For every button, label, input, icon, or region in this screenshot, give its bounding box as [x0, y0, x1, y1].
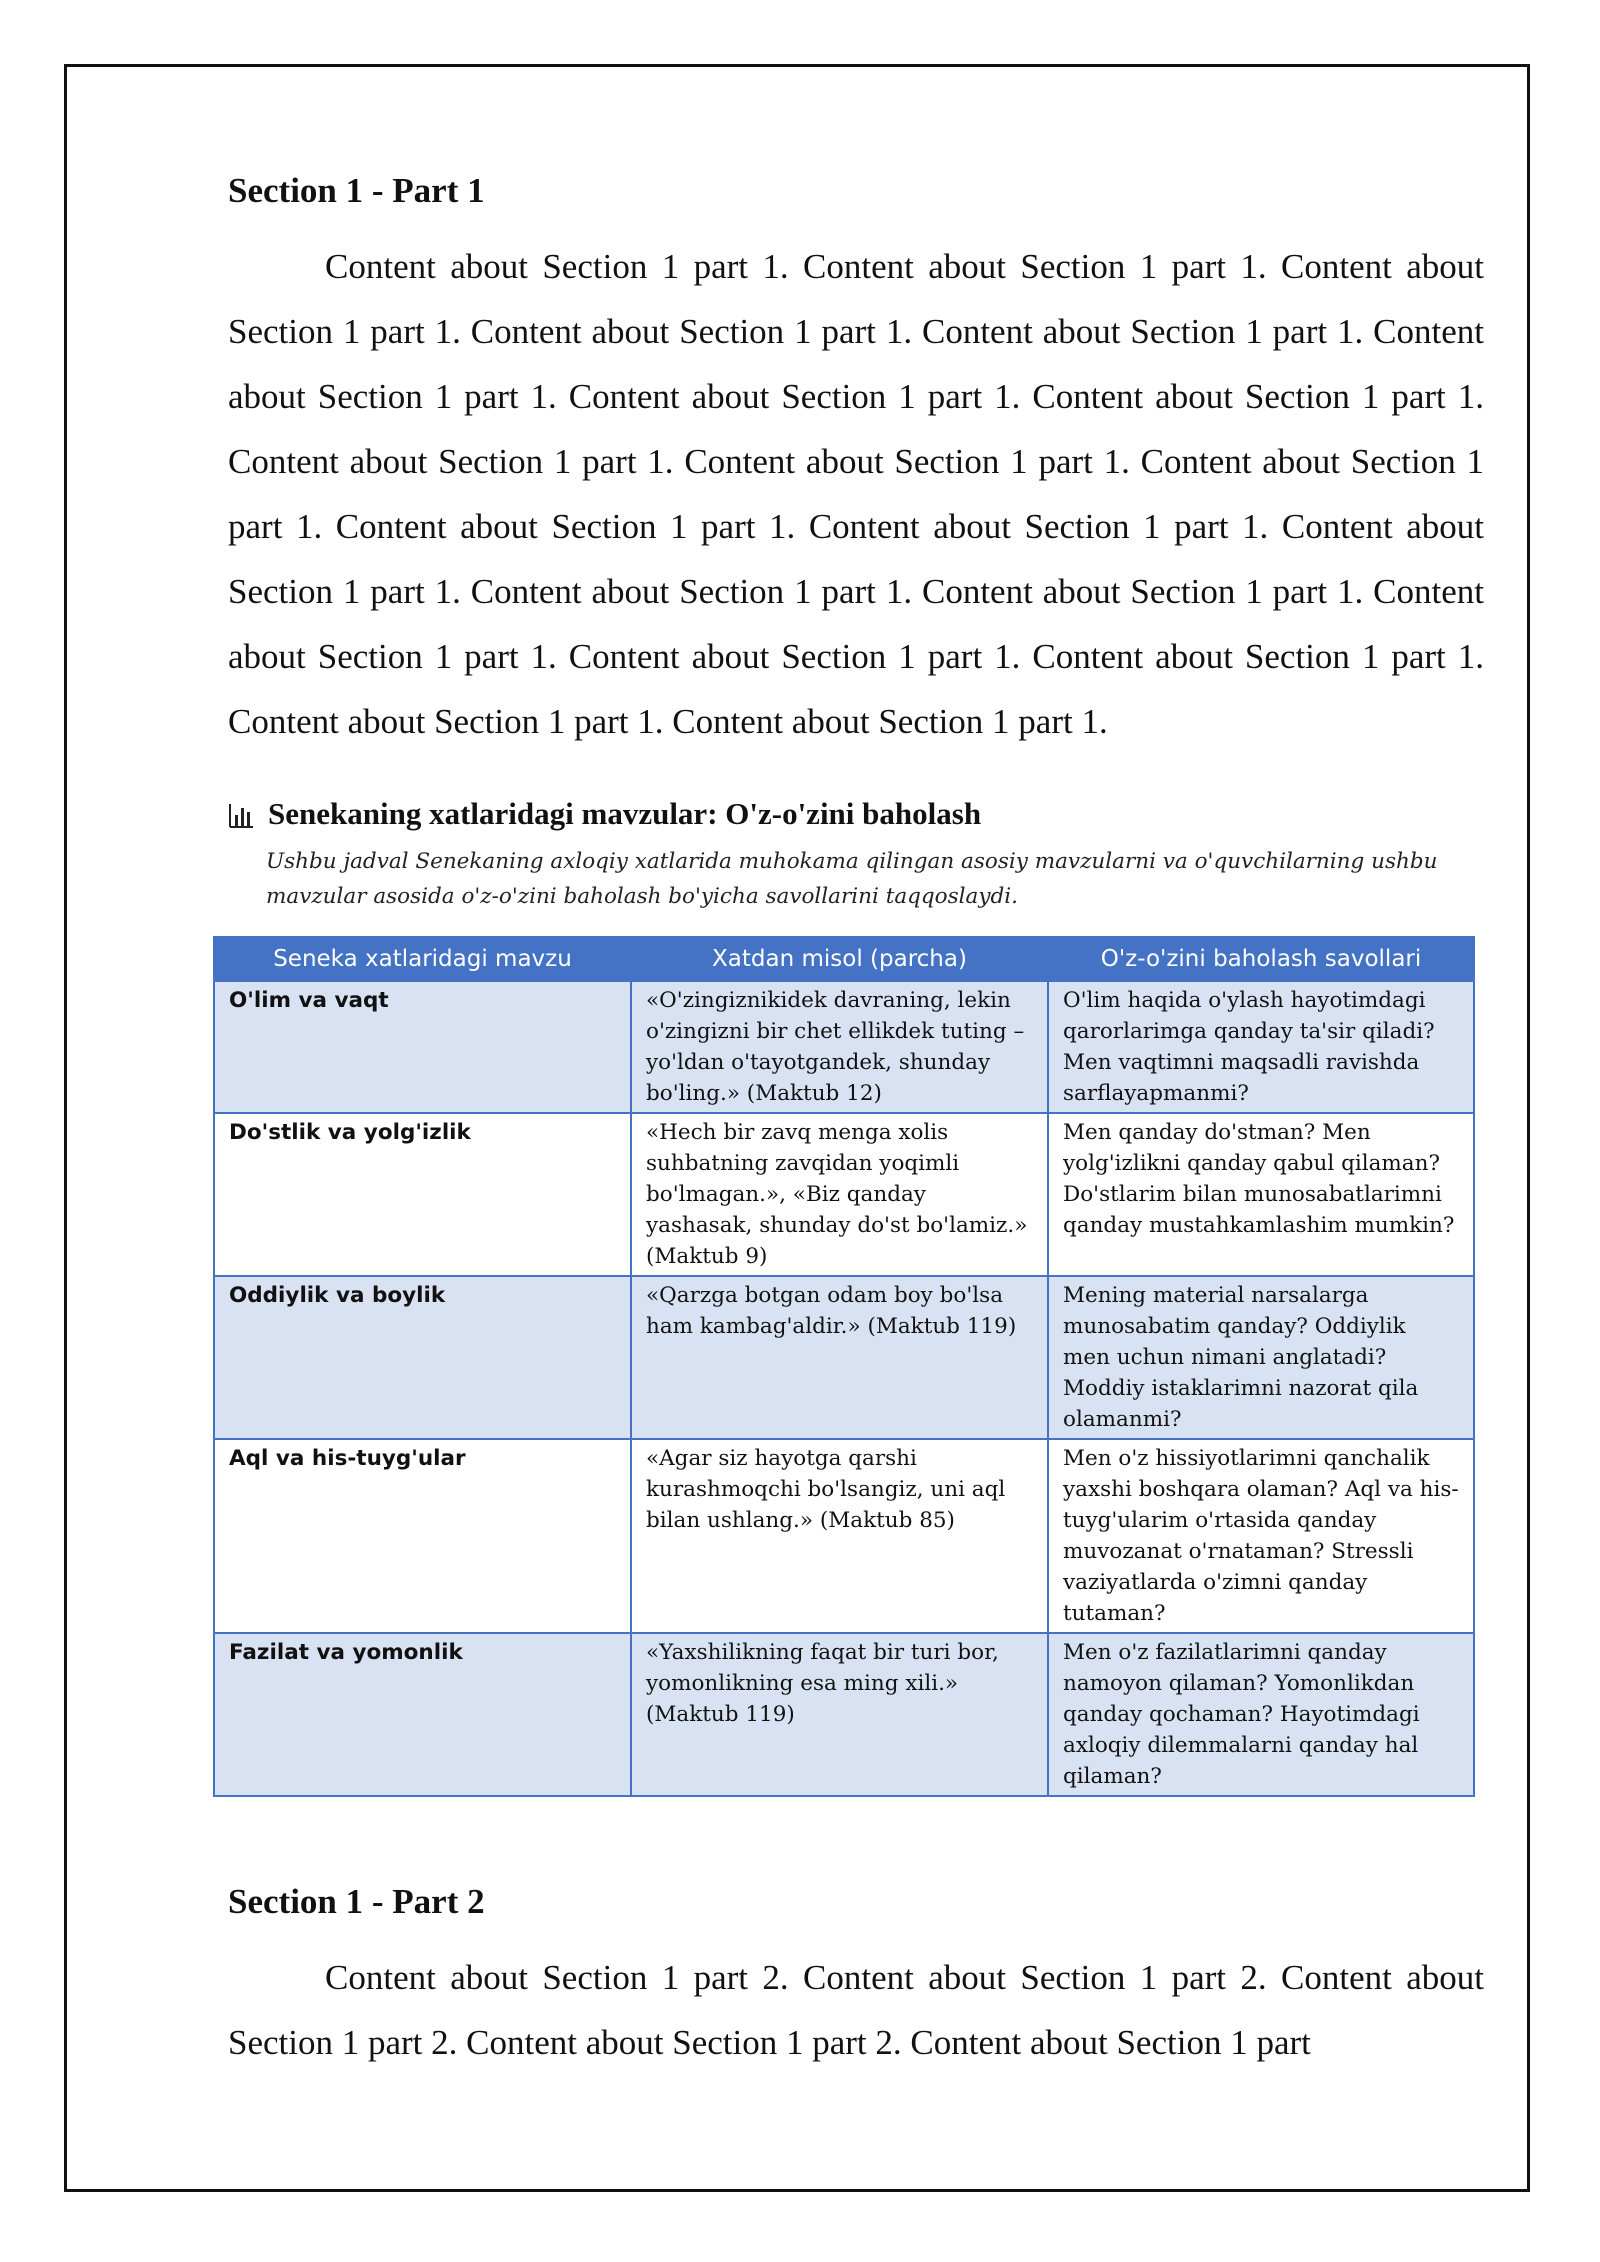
quote-cell: «Qarzga botgan odam boy bo'lsa ham kambag'aldir.» (Maktub 119)	[631, 1276, 1048, 1439]
topic-cell: Aql va his-tuyg'ular	[214, 1439, 631, 1633]
topic-cell: Oddiylik va boylik	[214, 1276, 631, 1439]
bar-chart-icon	[228, 801, 254, 827]
section-paragraph: Content about Section 1 part 2. Content about Section 1 part 2. Content about Section 1 part 2. Content about Section 1 part 2. Content about Section 1 part	[228, 1958, 1484, 2062]
section-heading: Section 1 - Part 2	[228, 1882, 485, 1921]
table-caption: Ushbu jadval Senekaning axloqiy xatlarida muhokama qilingan asosiy mavzularni va o'quvchilarning ushbu mavzular asosida o'z-o'zini baholash bo'yicha savollarini taqqoslaydi.	[266, 849, 1438, 909]
themes-table	[213, 936, 1475, 1797]
column-header: Seneka xatlaridagi mavzu	[214, 937, 631, 981]
quote-cell: «Yaxshilikning faqat bir turi bor, yomonlikning esa ming xili.» (Maktub 119)	[631, 1633, 1048, 1796]
quote-cell: «Hech bir zavq menga xolis suhbatning zavqidan yoqimli bo'lmagan.», «Biz qanday yashasak, shunday do'st bo'lamiz.» (Maktub 9)	[631, 1113, 1048, 1276]
topic-cell: Do'stlik va yolg'izlik	[214, 1113, 631, 1276]
table-title-text: Senekaning xatlaridagi mavzular: O'z-o'zini baholash	[268, 796, 982, 831]
table-row	[214, 1113, 1474, 1276]
column-header: Xatdan misol (parcha)	[631, 937, 1048, 981]
table-row	[214, 1276, 1474, 1439]
page-content	[228, 170, 1484, 2075]
table-header-row	[214, 937, 1474, 981]
column-header: O'z-o'zini baholash savollari	[1048, 937, 1474, 981]
quote-cell: «Agar siz hayotga qarshi kurashmoqchi bo'lsangiz, uni aql bilan ushlang.» (Maktub 85)	[631, 1439, 1048, 1633]
questions-cell: Men o'z hissiyotlarimni qanchalik yaxshi boshqara olaman? Aql va his-tuyg'ularim o'rtasida qanday muvozanat o'rnataman? Stressli vaziyatlarda o'zimni qanday tutaman?	[1048, 1439, 1474, 1633]
table-row	[214, 1439, 1474, 1633]
table-row	[214, 981, 1474, 1113]
topic-cell: Fazilat va yomonlik	[214, 1633, 631, 1796]
questions-cell: O'lim haqida o'ylash hayotimdagi qarorlarimga qanday ta'sir qiladi? Men vaqtimni maqsadli ravishda sarflayapmanmi?	[1048, 981, 1474, 1113]
topic-cell: O'lim va vaqt	[214, 981, 631, 1113]
quote-cell: «O'zingiznikidek davraning, lekin o'zingizni bir chet ellikdek tuting – yo'ldan o'tayotgandek, shunday bo'ling.» (Maktub 12)	[631, 981, 1048, 1113]
questions-cell: Men qanday do'stman? Men yolg'izlikni qanday qabul qilaman? Do'stlarim bilan munosabatlarimni qanday mustahkamlashim mumkin?	[1048, 1113, 1474, 1276]
questions-cell: Mening material narsalarga munosabatim qanday? Oddiylik men uchun nimani anglatadi? Moddiy istaklarimni nazorat qila olamanmi?	[1048, 1276, 1474, 1439]
section-paragraph: Content about Section 1 part 1. Content about Section 1 part 1. Content about Section 1 part 1. Content about Section 1 part 1. Content about Section 1 part 1. Content about Section 1 part 1. Content about Section 1 part 1. Content about Section 1 part 1. Content about Section 1 part 1. Content about Section 1 part 1. Content about Section 1 part 1. Content about Section 1 part 1. Content about Section 1 part 1. Content about Section 1 part 1. Content about Section 1 part 1. Content about Section 1 part 1. Content about Section 1 part 1. Content about Section 1 part 1. Content about Section 1 part 1. Content about Section 1 part 1. Content about Section 1 part 1.	[228, 247, 1484, 741]
table-row	[214, 1633, 1474, 1796]
table-title	[228, 796, 1484, 832]
section-heading: Section 1 - Part 1	[228, 171, 485, 210]
questions-cell: Men o'z fazilatlarimni qanday namoyon qilaman? Yomonlikdan qanday qochaman? Hayotimdagi axloqiy dilemmalarni qanday hal qilaman?	[1048, 1633, 1474, 1796]
